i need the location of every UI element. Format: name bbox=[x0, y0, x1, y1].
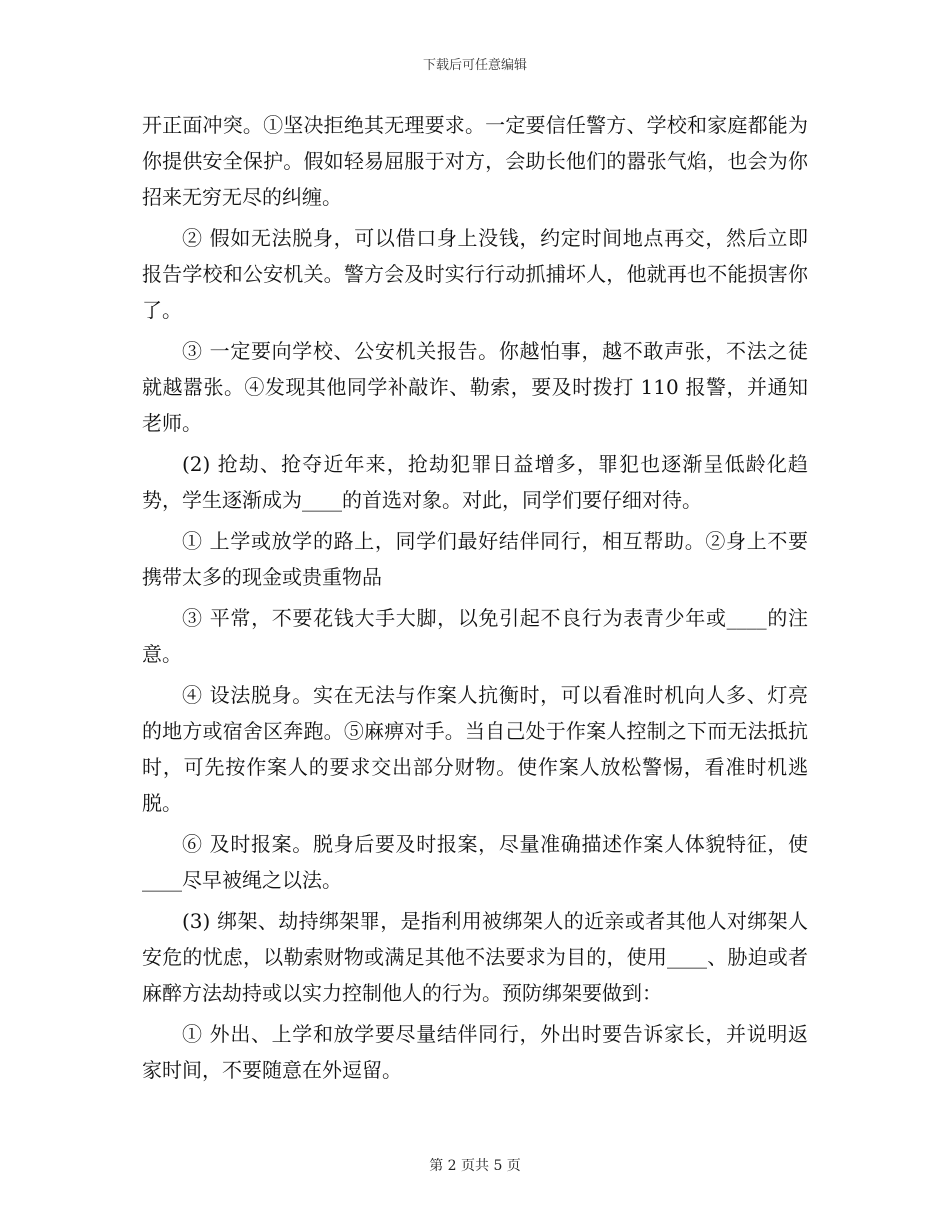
page-header: 下载后可任意编辑 bbox=[422, 58, 527, 73]
paragraph-kidnapping-item-1: ① 外出、上学和放学要尽量结伴同行，外出时要告诉家长，并说明返家时间，不要随意在外逗留。 bbox=[142, 1022, 808, 1082]
paragraph-robbery-item-6: ⑥ 及时报案。脱身后要及时报案，尽量准确描述作案人体貌特征，使____尽早被绳之以法。 bbox=[142, 832, 808, 892]
paragraph-robbery-item-4: ④ 设法脱身。实在无法与作案人抗衡时，可以看准时机向人多、灯亮的地方或宿舍区奔跑。⑤麻痹对手。当自己处于作案人控制之下而无法抵抗时，可先按作案人的要求交出部分财物。使作案人放松警惕，看准时机逃脱。 bbox=[142, 683, 808, 815]
paragraph-item-3: ③ 一定要向学校、公安机关报告。你越怕事，越不敢声张，不法之徒就越嚣张。④发现其他同学补敲诈、勒索，要及时拨打 110 报警，并通知老师。 bbox=[142, 339, 808, 435]
paragraph-robbery-item-1: ① 上学或放学的路上，同学们最好结伴同行，相互帮助。②身上不要携带太多的现金或贵重物品 bbox=[142, 529, 808, 589]
paragraph-continuation: 开正面冲突。①坚决拒绝其无理要求。一定要信任警方、学校和家庭都能为你提供安全保护。假如轻易屈服于对方，会助长他们的嚣张气焰，也会为你招来无穷无尽的纠缠。 bbox=[142, 113, 808, 209]
document-body bbox=[142, 107, 808, 1088]
paragraph-item-2: ② 假如无法脱身，可以借口身上没钱，约定时间地点再交，然后立即报告学校和公安机关。警方会及时实行行动抓捕坏人，他就再也不能损害你了。 bbox=[142, 226, 808, 322]
paragraph-section-kidnapping: (3) 绑架、劫持绑架罪，是指利用被绑架人的近亲或者其他人对绑架人安危的忧虑，以勒索财物或满足其他不法要求为目的，使用____、胁迫或者麻醉方法劫持或以实力控制他人的行为。预防绑架要做到： bbox=[142, 909, 808, 1005]
page-footer: 第 2 页共 5 页 bbox=[429, 1158, 521, 1174]
paragraph-section-robbery: (2) 抢劫、抢夺近年来，抢劫犯罪日益增多，罪犯也逐渐呈低龄化趋势，学生逐渐成为____的首选对象。对此，同学们要仔细对待。 bbox=[142, 452, 808, 512]
paragraph-robbery-item-3: ③ 平常，不要花钱大手大脚，以免引起不良行为表青少年或____的注意。 bbox=[142, 606, 808, 666]
